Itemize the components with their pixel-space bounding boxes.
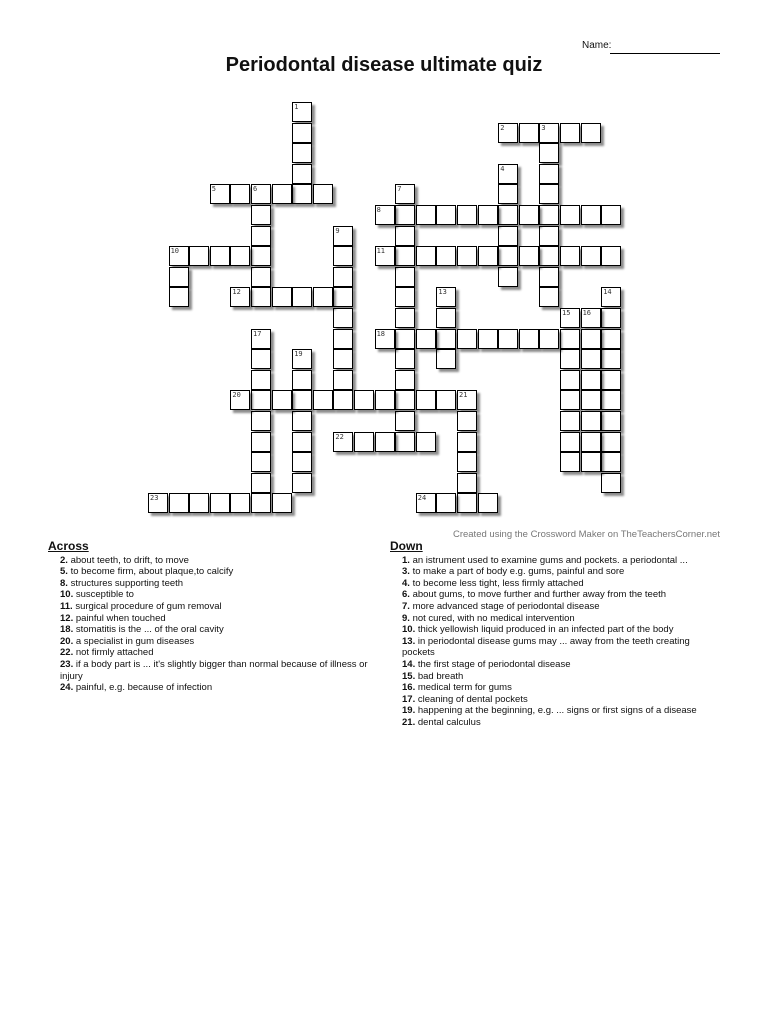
cell-number: 16: [582, 309, 592, 317]
down-clue: [390, 566, 720, 578]
crossword-cell[interactable]: [581, 246, 601, 266]
crossword-cell[interactable]: [581, 432, 601, 452]
crossword-cell[interactable]: [498, 164, 518, 184]
crossword-cell[interactable]: [333, 432, 353, 452]
crossword-cell[interactable]: [601, 473, 621, 493]
down-clue-number: 14.: [402, 658, 416, 670]
cell-number: 22: [335, 432, 344, 441]
crossword-cell[interactable]: [395, 205, 415, 225]
across-clue: [48, 613, 378, 625]
crossword-cell[interactable]: [457, 411, 477, 431]
crossword-cell[interactable]: [395, 308, 415, 328]
across-clue-number: 18.: [60, 624, 74, 636]
crossword-cell[interactable]: [395, 226, 415, 246]
across-clue-text: not firmly attached: [73, 647, 154, 659]
crossword-cell[interactable]: [581, 411, 601, 431]
down-clue-number: 19.: [402, 705, 416, 717]
crossword-cell[interactable]: [416, 246, 436, 266]
crossword-cell[interactable]: [395, 184, 415, 204]
crossword-cell[interactable]: [436, 308, 456, 328]
across-clue-text: a specialist in gum diseases: [73, 635, 195, 647]
down-clue-text: about gums, to move further and further away from the teeth: [409, 589, 667, 601]
crossword-cell[interactable]: [416, 493, 436, 513]
down-clue-text: happening at the beginning, e.g. ... signs or first signs of a disease: [415, 705, 697, 717]
crossword-cell[interactable]: [375, 205, 395, 225]
crossword-cell[interactable]: [292, 184, 312, 204]
crossword-cell[interactable]: [457, 452, 477, 472]
crossword-cell[interactable]: [251, 411, 271, 431]
crossword-cell[interactable]: [395, 329, 415, 349]
crossword-cell[interactable]: [601, 452, 621, 472]
crossword-cell[interactable]: [436, 246, 456, 266]
crossword-cell[interactable]: [416, 432, 436, 452]
crossword-cell[interactable]: [581, 370, 601, 390]
crossword-cell[interactable]: [333, 390, 353, 410]
crossword-cell[interactable]: [395, 246, 415, 266]
crossword-cell[interactable]: [395, 370, 415, 390]
down-clue-number: 16.: [402, 682, 416, 694]
crossword-cell[interactable]: [539, 287, 559, 307]
across-clue: [48, 555, 378, 567]
crossword-cell[interactable]: [457, 205, 477, 225]
crossword-cell[interactable]: [560, 123, 580, 143]
crossword-cell[interactable]: [416, 205, 436, 225]
crossword-cell[interactable]: [519, 246, 539, 266]
cell-number: 11: [376, 247, 386, 256]
crossword-cell[interactable]: [478, 205, 498, 225]
cell-number: 8: [376, 206, 381, 214]
crossword-cell[interactable]: [395, 267, 415, 287]
across-clue-number: 10.: [60, 589, 74, 601]
crossword-cell[interactable]: [210, 246, 230, 266]
crossword-cell[interactable]: [498, 267, 518, 287]
crossword-cell[interactable]: [333, 308, 353, 328]
crossword-cell[interactable]: [292, 370, 312, 390]
crossword-cell[interactable]: [251, 184, 271, 204]
crossword-cell[interactable]: [251, 349, 271, 369]
crossword-cell[interactable]: [354, 432, 374, 452]
cell-number: 19: [294, 350, 303, 359]
crossword-cell[interactable]: [375, 246, 395, 266]
crossword-cell[interactable]: [581, 123, 601, 143]
crossword-cell[interactable]: [498, 123, 518, 143]
crossword-cell[interactable]: [169, 493, 189, 513]
across-clue: [48, 647, 378, 659]
cell-number: 15: [562, 309, 571, 317]
crossword-cell[interactable]: [519, 329, 539, 349]
across-clue-text: stomatitis is the ... of the oral cavity: [73, 624, 224, 636]
cell-number: 18: [376, 329, 386, 338]
across-clue-number: 12.: [60, 612, 74, 624]
across-clue: [48, 566, 378, 578]
crossword-cell[interactable]: [436, 205, 456, 225]
crossword-cell[interactable]: [416, 390, 436, 410]
crossword-cell[interactable]: [210, 184, 230, 204]
crossword-cell[interactable]: [313, 184, 333, 204]
crossword-cell[interactable]: [457, 329, 477, 349]
crossword-cell[interactable]: [354, 390, 374, 410]
crossword-cell[interactable]: [436, 493, 456, 513]
down-clue: [390, 624, 720, 636]
across-clue-text: about teeth, to drift, to move: [67, 554, 189, 566]
down-clue-text: to become less tight, less firmly attached: [409, 577, 584, 589]
down-clue-number: 13.: [402, 635, 416, 647]
crossword-cell[interactable]: [333, 287, 353, 307]
crossword-cell[interactable]: [251, 287, 271, 307]
down-clue-text: dental calculus: [415, 716, 481, 728]
cell-number: 3: [541, 123, 546, 132]
crossword-cell[interactable]: [210, 493, 230, 513]
cell-number: 23: [150, 494, 159, 503]
across-clue-number: 22.: [60, 647, 74, 659]
crossword-cell[interactable]: [313, 390, 333, 410]
crossword-cell[interactable]: [251, 370, 271, 390]
across-clue: [48, 578, 378, 590]
crossword-cell[interactable]: [539, 205, 559, 225]
across-clue-number: 2.: [60, 554, 68, 566]
cell-number: 14: [603, 288, 612, 297]
crossword-cell[interactable]: [539, 184, 559, 204]
across-clue: [48, 659, 378, 682]
crossword-cell[interactable]: [478, 329, 498, 349]
down-clue-text: thick yellowish liquid produced in an infected part of the body: [415, 624, 674, 636]
across-clue: [48, 636, 378, 648]
down-clue: [390, 578, 720, 590]
crossword-cell[interactable]: [601, 287, 621, 307]
crossword-cell[interactable]: [189, 246, 209, 266]
across-heading: Across: [48, 539, 89, 553]
down-clue-text: cleaning of dental pockets: [415, 693, 528, 705]
crossword-cell[interactable]: [457, 390, 477, 410]
credit-text: Created using the Crossword Maker on TheTeachersCorner.net: [452, 529, 720, 540]
down-clue-text: bad breath: [415, 670, 464, 682]
down-heading: Down: [390, 539, 423, 553]
crossword-cell[interactable]: [292, 102, 312, 122]
across-clue: [48, 624, 378, 636]
across-clue-text: surgical procedure of gum removal: [72, 600, 222, 612]
down-clue-number: 6.: [402, 589, 410, 601]
crossword-cell[interactable]: [601, 308, 621, 328]
crossword-cell[interactable]: [251, 267, 271, 287]
crossword-cell[interactable]: [539, 246, 559, 266]
crossword-cell[interactable]: [581, 452, 601, 472]
crossword-cell[interactable]: [292, 123, 312, 143]
across-clue-number: 8.: [60, 577, 68, 589]
cell-number: 12: [232, 288, 241, 297]
down-clue: [390, 717, 720, 729]
crossword-cell[interactable]: [333, 349, 353, 369]
across-clue: [48, 589, 378, 601]
crossword-cell[interactable]: [436, 287, 456, 307]
crossword-cell[interactable]: [395, 432, 415, 452]
cell-number: 6: [253, 185, 258, 194]
down-clue-number: 9.: [402, 612, 410, 624]
down-clue: [390, 705, 720, 717]
crossword-cell[interactable]: [581, 308, 601, 328]
down-clue-text: medical term for gums: [415, 682, 512, 694]
crossword-cell[interactable]: [272, 390, 292, 410]
crossword-cell[interactable]: [292, 390, 312, 410]
crossword-cell[interactable]: [560, 205, 580, 225]
cell-number: 24: [417, 494, 427, 503]
crossword-cell[interactable]: [169, 246, 189, 266]
page-title-text: Periodontal disease ultimate quiz: [225, 54, 543, 76]
crossword-cell[interactable]: [581, 349, 601, 369]
cell-number: 21: [459, 391, 468, 400]
cell-number: 1: [294, 103, 299, 111]
crossword-cell[interactable]: [498, 246, 518, 266]
crossword-cell[interactable]: [498, 184, 518, 204]
down-clue-number: 7.: [402, 600, 410, 612]
cell-number: 4: [500, 164, 505, 173]
cell-number: 5: [211, 185, 217, 194]
across-clue-text: structures supporting teeth: [67, 577, 184, 589]
crossword-cell[interactable]: [601, 370, 621, 390]
down-clue-number: 3.: [402, 566, 410, 578]
down-clue-text: to make a part of body e.g. gums, painful and sore: [409, 566, 625, 578]
crossword-cell[interactable]: [292, 432, 312, 452]
crossword-cell[interactable]: [375, 432, 395, 452]
crossword-cell[interactable]: [395, 411, 415, 431]
across-clue-number: 20.: [60, 635, 74, 647]
crossword-cell[interactable]: [519, 123, 539, 143]
across-clue-number: 23.: [60, 658, 74, 670]
across-clues: [48, 541, 378, 694]
crossword-cell[interactable]: [375, 329, 395, 349]
crossword-cell[interactable]: [395, 287, 415, 307]
crossword-cell[interactable]: [272, 287, 292, 307]
crossword-cell[interactable]: [251, 329, 271, 349]
crossword-cell[interactable]: [539, 123, 559, 143]
cell-number: 2: [500, 123, 505, 132]
crossword-cell[interactable]: [230, 184, 250, 204]
crossword-cell[interactable]: [560, 390, 580, 410]
crossword-cell[interactable]: [601, 432, 621, 452]
crossword-cell[interactable]: [251, 390, 271, 410]
crossword-cell[interactable]: [251, 432, 271, 452]
crossword-cell[interactable]: [478, 246, 498, 266]
down-clue-number: 10.: [402, 624, 416, 636]
down-clue-number: 15.: [402, 670, 416, 682]
crossword-cell[interactable]: [333, 246, 353, 266]
across-clue: [48, 682, 378, 694]
crossword-cell[interactable]: [457, 473, 477, 493]
crossword-cell[interactable]: [251, 205, 271, 225]
across-clue-number: 5.: [60, 566, 68, 578]
crossword-cell[interactable]: [292, 349, 312, 369]
down-clue: [390, 671, 720, 683]
cell-number: 7: [397, 185, 402, 194]
crossword-cell[interactable]: [436, 390, 456, 410]
down-clue-text: in periodontal disease gums may ... away from the teeth creating pockets: [402, 635, 690, 659]
crossword-cell[interactable]: [292, 411, 312, 431]
crossword-cell[interactable]: [375, 390, 395, 410]
crossword-cell[interactable]: [333, 267, 353, 287]
crossword-cell[interactable]: [169, 267, 189, 287]
crossword-cell[interactable]: [457, 432, 477, 452]
crossword-cell[interactable]: [601, 246, 621, 266]
down-clue: [390, 555, 720, 567]
down-clue-number: 17.: [402, 693, 416, 705]
crossword-cell[interactable]: [601, 205, 621, 225]
crossword-cell[interactable]: [292, 452, 312, 472]
crossword-cell[interactable]: [539, 143, 559, 163]
cell-number: 13: [438, 288, 447, 297]
crossword-cell[interactable]: [169, 287, 189, 307]
crossword-cell[interactable]: [581, 390, 601, 410]
crossword-cell[interactable]: [560, 411, 580, 431]
crossword-cell[interactable]: [581, 329, 601, 349]
crossword-cell[interactable]: [560, 308, 580, 328]
across-clue-text: to become firm, about plaque,to calcify: [67, 566, 234, 578]
crossword-cell[interactable]: [560, 370, 580, 390]
down-clue-text: an istrument used to examine gums and pockets. a periodontal ...: [409, 554, 688, 566]
crossword-cell[interactable]: [539, 226, 559, 246]
crossword-cell[interactable]: [251, 226, 271, 246]
down-list: [390, 555, 720, 729]
crossword-cell[interactable]: [292, 143, 312, 163]
crossword-cell[interactable]: [251, 452, 271, 472]
crossword-cell[interactable]: [498, 205, 518, 225]
crossword-cell[interactable]: [601, 411, 621, 431]
crossword-cell[interactable]: [601, 349, 621, 369]
crossword-cell[interactable]: [292, 473, 312, 493]
crossword-cell[interactable]: [251, 473, 271, 493]
crossword-cell[interactable]: [539, 164, 559, 184]
across-clue-text: susceptible to: [73, 589, 134, 601]
crossword-cell[interactable]: [189, 493, 209, 513]
crossword-cell[interactable]: [251, 493, 271, 513]
down-clue-text: the first stage of periodontal disease: [415, 658, 571, 670]
crossword-cell[interactable]: [230, 246, 250, 266]
crossword-cell[interactable]: [395, 390, 415, 410]
down-clue: [390, 659, 720, 671]
across-clue-text: painful, e.g. because of infection: [73, 682, 213, 694]
cell-number: 17: [253, 329, 262, 338]
down-clue-number: 1.: [402, 554, 410, 566]
crossword-cell[interactable]: [333, 370, 353, 390]
down-clue-number: 21.: [402, 716, 416, 728]
down-clue-text: more advanced stage of periodontal disease: [409, 600, 600, 612]
down-clue: [390, 589, 720, 601]
name-label: Name:: [582, 40, 612, 51]
crossword-cell[interactable]: [560, 432, 580, 452]
crossword-cell[interactable]: [416, 329, 436, 349]
crossword-cell[interactable]: [478, 493, 498, 513]
crossword-cell[interactable]: [313, 287, 333, 307]
down-clue: [390, 682, 720, 694]
crossword-cell[interactable]: [395, 349, 415, 369]
crossword-cell[interactable]: [272, 184, 292, 204]
down-clue: [390, 613, 720, 625]
crossword-cell[interactable]: [333, 329, 353, 349]
crossword-cell[interactable]: [498, 329, 518, 349]
crossword-cell[interactable]: [560, 246, 580, 266]
crossword-cell[interactable]: [560, 349, 580, 369]
across-clue: [48, 601, 378, 613]
crossword-cell[interactable]: [601, 329, 621, 349]
crossword-cell[interactable]: [230, 390, 250, 410]
crossword-cell[interactable]: [457, 246, 477, 266]
across-list: [48, 555, 378, 694]
crossword-cell[interactable]: [560, 329, 580, 349]
crossword-cell[interactable]: [436, 329, 456, 349]
crossword-cell[interactable]: [581, 205, 601, 225]
crossword-cell[interactable]: [148, 493, 168, 513]
crossword-cell[interactable]: [333, 226, 353, 246]
across-clue-number: 11.: [60, 600, 73, 612]
crossword-cell[interactable]: [292, 287, 312, 307]
down-clue-text: not cured, with no medical intervention: [409, 612, 575, 624]
crossword-cell[interactable]: [601, 390, 621, 410]
crossword-cell[interactable]: [498, 226, 518, 246]
down-clues: [390, 541, 720, 729]
crossword-cell[interactable]: [560, 452, 580, 472]
down-clue-number: 4.: [402, 577, 410, 589]
crossword-cell[interactable]: [230, 493, 250, 513]
cell-number: 10: [170, 247, 180, 256]
crossword-cell[interactable]: [457, 493, 477, 513]
cell-number: 20: [232, 391, 241, 400]
down-clue: [390, 694, 720, 706]
crossword-cell[interactable]: [539, 267, 559, 287]
down-clue: [390, 601, 720, 613]
crossword-cell[interactable]: [292, 164, 312, 184]
across-clue-number: 24.: [60, 682, 74, 694]
crossword-cell[interactable]: [539, 329, 559, 349]
crossword-cell[interactable]: [251, 246, 271, 266]
cell-number: 9: [335, 226, 340, 235]
crossword-cell[interactable]: [272, 493, 292, 513]
crossword-cell[interactable]: [436, 349, 456, 369]
across-clue-text: painful when touched: [73, 612, 166, 624]
down-clue: [390, 636, 720, 659]
crossword-cell[interactable]: [230, 287, 250, 307]
crossword-cell[interactable]: [519, 205, 539, 225]
across-clue-text: if a body part is ... it's slightly bigger than normal because of illness or injury: [60, 658, 368, 682]
